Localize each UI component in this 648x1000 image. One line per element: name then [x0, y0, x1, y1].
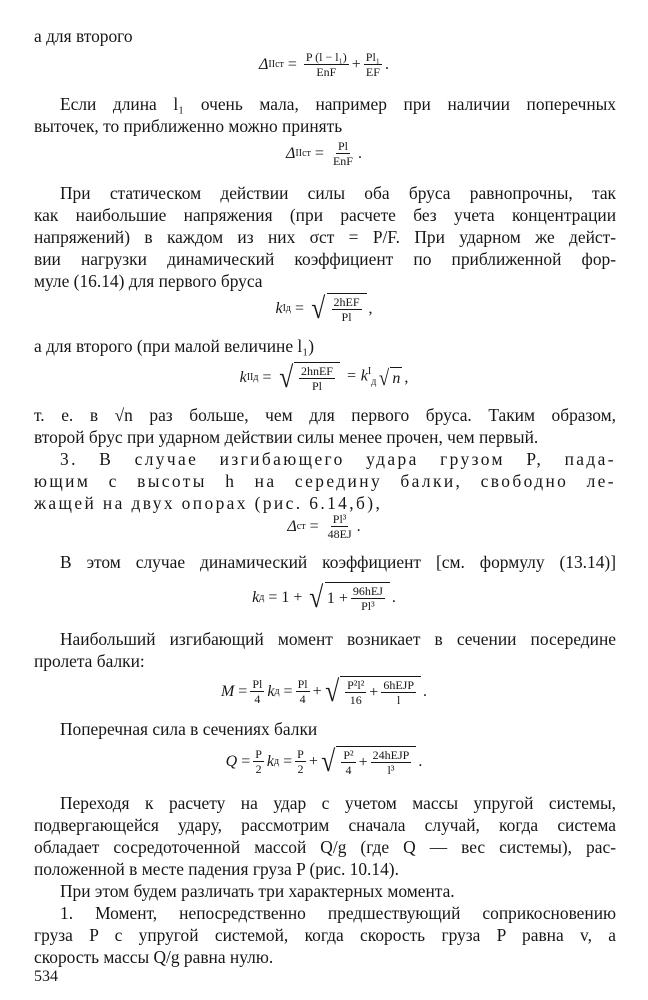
radical-sign: √	[311, 291, 326, 325]
fraction	[304, 50, 349, 79]
eq-end: ,	[404, 368, 409, 386]
text-line: обладает сосредоточенной массой Q/g (где Q — вес системы), рас-	[34, 837, 616, 857]
fraction	[253, 747, 264, 776]
text-line: вии нагрузки динамический коэффициент по приближенной фор-	[34, 249, 616, 269]
fraction-numerator: P²l²	[347, 678, 365, 692]
eq-operator: +	[351, 55, 361, 73]
radical-sign: √	[309, 580, 324, 614]
eq-operator: =	[279, 682, 293, 700]
eq-operator: =	[310, 144, 328, 162]
eq-sub: д	[259, 591, 265, 603]
eq-sub: д	[274, 685, 280, 697]
radicand-n: n	[392, 369, 401, 387]
fraction-numerator: Pl	[337, 139, 348, 153]
eq-sup: II	[268, 58, 276, 70]
text-line: пролета балки:	[34, 651, 145, 671]
eq-sup: II	[246, 371, 254, 383]
text-line: Поперечная сила в сечениях балки	[60, 719, 318, 739]
radical-sign: √	[324, 674, 339, 708]
fraction-denominator: Pl	[311, 379, 322, 393]
eq-symbol: k	[252, 588, 260, 606]
equation-k-dyn-1	[0, 293, 648, 324]
eq-sub: ст	[275, 58, 284, 70]
fraction	[296, 677, 310, 706]
fraction	[371, 748, 412, 777]
radicand: $\frac{\text{P²}}{4}$ + $\frac{\text{24hEJP}}{\text{l³}}$	[336, 746, 416, 777]
text-line: скорость массы Q/g равна нулю.	[34, 947, 274, 967]
eq-sup: I	[367, 366, 372, 378]
eq-operator: =	[237, 752, 251, 770]
eq-symbol: k	[266, 752, 275, 770]
square-root	[320, 746, 416, 777]
text-line: напряжений) в каждом из них σст = P/F. При ударном же дейст-	[34, 227, 616, 247]
fraction-numerator: Pl	[252, 677, 263, 691]
eq-operator: =	[258, 368, 276, 386]
fraction-denominator: EF	[365, 65, 380, 79]
fraction-denominator: l	[397, 693, 401, 707]
text-line: второй брус при ударном действии силы менее прочен, чем первый.	[34, 427, 539, 447]
page-number: 534	[34, 968, 58, 985]
fraction	[351, 584, 385, 613]
text-line: а для второго	[34, 26, 133, 46]
eq-symbol: Q	[225, 752, 238, 770]
eq-symbol: M	[220, 682, 235, 700]
radical-sign: √	[278, 360, 293, 394]
eq-operator: +	[312, 682, 322, 700]
eq-end: .	[384, 55, 389, 73]
eq-symbol: Δ	[259, 55, 269, 73]
eq-symbol: k	[275, 299, 283, 317]
fraction-numerator: 2hEF	[333, 295, 360, 309]
text-line: т. е. в √n раз больше, чем для первого бруса. Таким образом,	[34, 405, 616, 425]
eq-operator: =	[234, 682, 248, 700]
fraction-denominator: 2	[297, 762, 304, 776]
eq-rhs-symbol: = k	[345, 367, 368, 385]
text-line: ющим с высоты h на середину балки, свободно ле-	[34, 471, 616, 491]
eq-symbol: k	[239, 368, 247, 386]
eq-sup: II	[295, 147, 303, 159]
text-line: а для второго (при малой величине l₁)	[34, 336, 315, 356]
square-root	[278, 362, 340, 393]
eq-end: .	[391, 588, 396, 606]
text-line: положенной в месте падения груза P (рис. 10.14).	[34, 859, 399, 879]
equation-delta-st-approx	[0, 139, 648, 168]
eq-symbol: k	[267, 682, 275, 700]
equation-delta-st-beam	[0, 512, 648, 541]
eq-term: 1	[281, 588, 290, 606]
fraction	[332, 295, 362, 324]
text-line: выточек, то приближенно можно принять	[34, 116, 343, 136]
eq-sub: д	[253, 371, 259, 383]
text-line: В этом случае динамический коэффициент [см. формулу (13.14)]	[60, 552, 616, 572]
eq-end: .	[357, 144, 362, 162]
text-line: жащей на двух опорах (рис. 6.14,б),	[34, 493, 383, 513]
equation-moment	[0, 676, 648, 707]
radical-sign: √	[321, 744, 336, 778]
fraction-numerator: P	[255, 747, 262, 761]
square-root	[324, 676, 421, 707]
eq-sup: I	[282, 302, 286, 314]
text-line: Наибольший изгибающий момент возникает в сечении посередине	[60, 629, 616, 649]
fraction	[345, 678, 366, 707]
text-line: Переходя к расчету на удар с учетом массы упругой системы,	[60, 793, 616, 813]
eq-end: .	[356, 517, 361, 535]
fraction-denominator: 16	[349, 693, 362, 707]
fraction	[250, 677, 264, 706]
fraction-numerator: P (l − l₁)	[305, 50, 347, 64]
radicand	[327, 293, 367, 324]
eq-end: ,	[368, 299, 373, 317]
eq-sub: ст	[296, 520, 306, 532]
eq-operator: =	[279, 752, 293, 770]
eq-operator: =	[305, 517, 323, 535]
fraction	[295, 747, 306, 776]
fraction	[341, 748, 355, 777]
eq-sub: д	[274, 755, 280, 767]
fraction	[326, 512, 354, 541]
text-line: груза P с упругой системой, когда скорость груза P равна v, а	[34, 925, 616, 945]
text-line: При этом будем различать три характерных момента.	[60, 881, 455, 901]
text-line: 1. Момент, непосредственно предшествующий соприкосновению	[60, 903, 616, 923]
eq-sub: д	[371, 376, 377, 388]
eq-operator: =	[264, 588, 282, 606]
fraction-numerator: Pl	[297, 677, 308, 691]
fraction-denominator: EnF	[332, 154, 353, 168]
fraction	[381, 678, 416, 707]
square-root	[308, 582, 390, 613]
eq-sub: д	[285, 302, 292, 314]
fraction-denominator: Pl	[341, 310, 352, 324]
eq-symbol: Δ	[287, 517, 297, 535]
eq-operator: +	[308, 752, 318, 770]
fraction-denominator: l³	[387, 763, 395, 777]
eq-symbol: Δ	[286, 144, 296, 162]
text-line: муле (16.14) для первого бруса	[34, 271, 263, 291]
text-line: При статическом действии силы оба бруса равнопрочны, так	[60, 183, 616, 203]
eq-operator: =	[291, 299, 309, 317]
fraction-numerator: 24hEJP	[372, 748, 410, 762]
eq-rhs	[342, 362, 376, 393]
equation-shear	[0, 746, 648, 777]
radicand: 1 + $\frac{\text{96hEJ}}{\text{Pl³}}$	[325, 582, 390, 613]
square-root	[378, 363, 402, 393]
fraction-numerator: Pl₁	[365, 50, 380, 64]
text-line: подвергающейся удару, рассмотрим сначала случай, когда система	[34, 815, 616, 835]
fraction-numerator: 2hnEF	[300, 364, 333, 378]
fraction	[299, 364, 335, 393]
text-line: как наибольшие напряжения (при расчете без учета концентрации	[34, 205, 616, 225]
fraction	[364, 50, 382, 79]
radicand	[390, 367, 402, 389]
equation-k-dyn-beam	[0, 582, 648, 613]
text-line: 3. В случае изгибающего удара грузом P, пада-	[60, 449, 616, 469]
fraction-denominator: 48EJ	[327, 527, 352, 541]
radical-sign: √	[379, 364, 390, 390]
eq-end: .	[423, 682, 428, 700]
fraction-denominator: Pl³	[361, 599, 375, 613]
fraction-denominator: 2	[255, 762, 262, 776]
radicand	[294, 362, 340, 393]
radicand-term: 1	[326, 589, 335, 607]
eq-operator: =	[283, 55, 301, 73]
square-root	[310, 293, 366, 324]
eq-operator: +	[289, 588, 307, 606]
equation-delta-st-2	[0, 50, 648, 79]
eq-sub: ст	[302, 147, 311, 159]
fraction-denominator: 4	[345, 763, 352, 777]
fraction-denominator: 4	[254, 692, 261, 706]
fraction-numerator: P²	[343, 748, 354, 762]
text-line: Если длина l₁ очень мала, например при наличии поперечных	[60, 94, 616, 114]
fraction-denominator: 4	[299, 692, 306, 706]
eq-end: .	[418, 752, 423, 770]
radicand: $\frac{\text{P²l²}}{16}$ + $\frac{\text{6hEJP}}{l}$	[340, 676, 421, 707]
equation-k-dyn-2	[0, 362, 648, 393]
fraction-numerator: 6hEJP	[383, 678, 415, 692]
fraction-numerator: P	[297, 747, 304, 761]
fraction-denominator: EnF	[316, 65, 337, 79]
fraction-numerator: Pl³	[332, 512, 347, 526]
fraction	[331, 139, 355, 168]
fraction-numerator: 96hEJ	[352, 584, 383, 598]
